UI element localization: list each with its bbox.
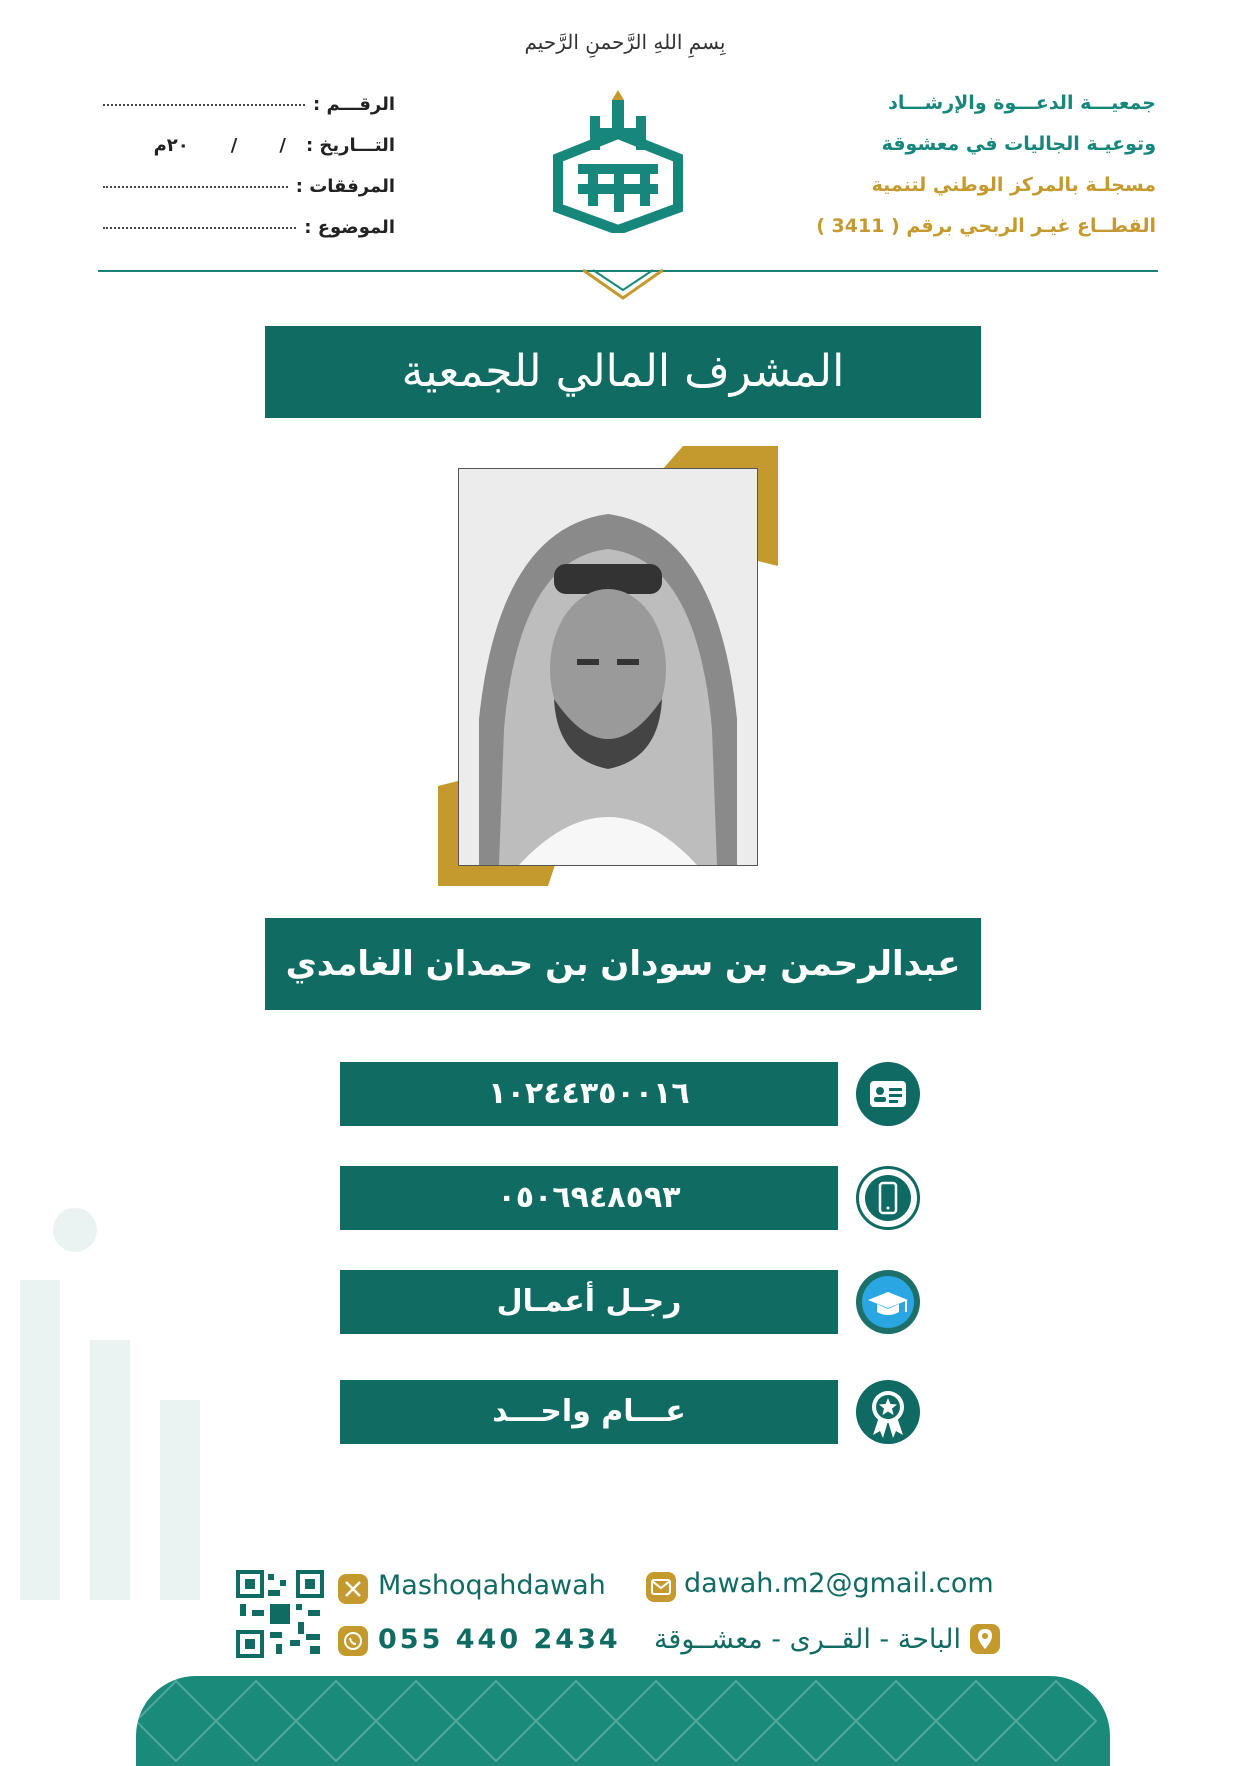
- date-label: التـــاريخ :: [305, 135, 395, 156]
- number-dotted-line: [103, 104, 305, 106]
- date-slash-1: /: [279, 135, 286, 156]
- org-registration-line-2: القطــاع غيـر الربحي برقم ( 3411 ): [816, 215, 1156, 237]
- membership-duration-field: عـــام واحـــد: [340, 1380, 838, 1444]
- person-name: عبدالرحمن بن سودان بن حمدان الغامدي: [265, 918, 981, 1010]
- org-name-line-1: جمعيـــة الدعـــوة والإرشـــاد: [888, 92, 1156, 114]
- date-placeholder: [154, 135, 286, 156]
- decorative-watermark: [20, 1200, 220, 1600]
- email-icon: [646, 1572, 676, 1602]
- number-field: [95, 94, 395, 115]
- id-card-icon: [856, 1062, 920, 1126]
- mobile-phone-icon: [856, 1166, 920, 1230]
- number-label: الرقـــم :: [313, 94, 395, 115]
- subject-label: الموضوع :: [304, 217, 395, 238]
- subject-field: [95, 217, 395, 238]
- attachments-dotted-line: [103, 186, 288, 188]
- attachments-field: [95, 176, 395, 197]
- twitter-handle[interactable]: Mashoqahdawah: [378, 1570, 606, 1601]
- position-title: المشرف المالي للجمعية: [265, 326, 981, 418]
- email-address[interactable]: dawah.m2@gmail.com: [684, 1568, 994, 1599]
- footer-band: [136, 1676, 1110, 1766]
- photo-frame: [438, 446, 778, 886]
- divider-chevron: [583, 268, 663, 302]
- occupation-field: رجـل أعمـال: [340, 1270, 838, 1334]
- whatsapp-number[interactable]: 055 440 2434: [378, 1624, 621, 1655]
- subject-dotted-line: [103, 227, 296, 229]
- org-name-line-2: وتوعيـة الجاليات في معشوقة: [881, 133, 1156, 155]
- org-logo: [548, 88, 688, 233]
- date-year: ٢٠م: [153, 135, 189, 156]
- award-badge-icon: [856, 1380, 920, 1444]
- date-slash-2: /: [230, 135, 238, 156]
- basmala: بِسمِ اللهِ الرَّحمنِ الرَّحيم: [524, 30, 726, 54]
- location-pin-icon: [970, 1624, 1000, 1654]
- org-registration-line-1: مسجلـة بالمركز الوطني لتنمية: [871, 174, 1156, 196]
- location-address: الباحة - القــرى - معشــوقة: [653, 1624, 961, 1655]
- phone-field: ٠٥٠٦٩٤٨٥٩٣: [340, 1166, 838, 1230]
- id-number-field: ١٠٢٤٤٣٥٠٠١٦: [340, 1062, 838, 1126]
- qr-code: [236, 1570, 324, 1658]
- graduation-cap-icon: [856, 1270, 920, 1334]
- date-field: [95, 135, 395, 156]
- x-twitter-icon: [338, 1574, 368, 1604]
- whatsapp-icon: [338, 1626, 368, 1656]
- person-photo: [458, 468, 758, 866]
- attachments-label: المرفقات :: [295, 176, 395, 197]
